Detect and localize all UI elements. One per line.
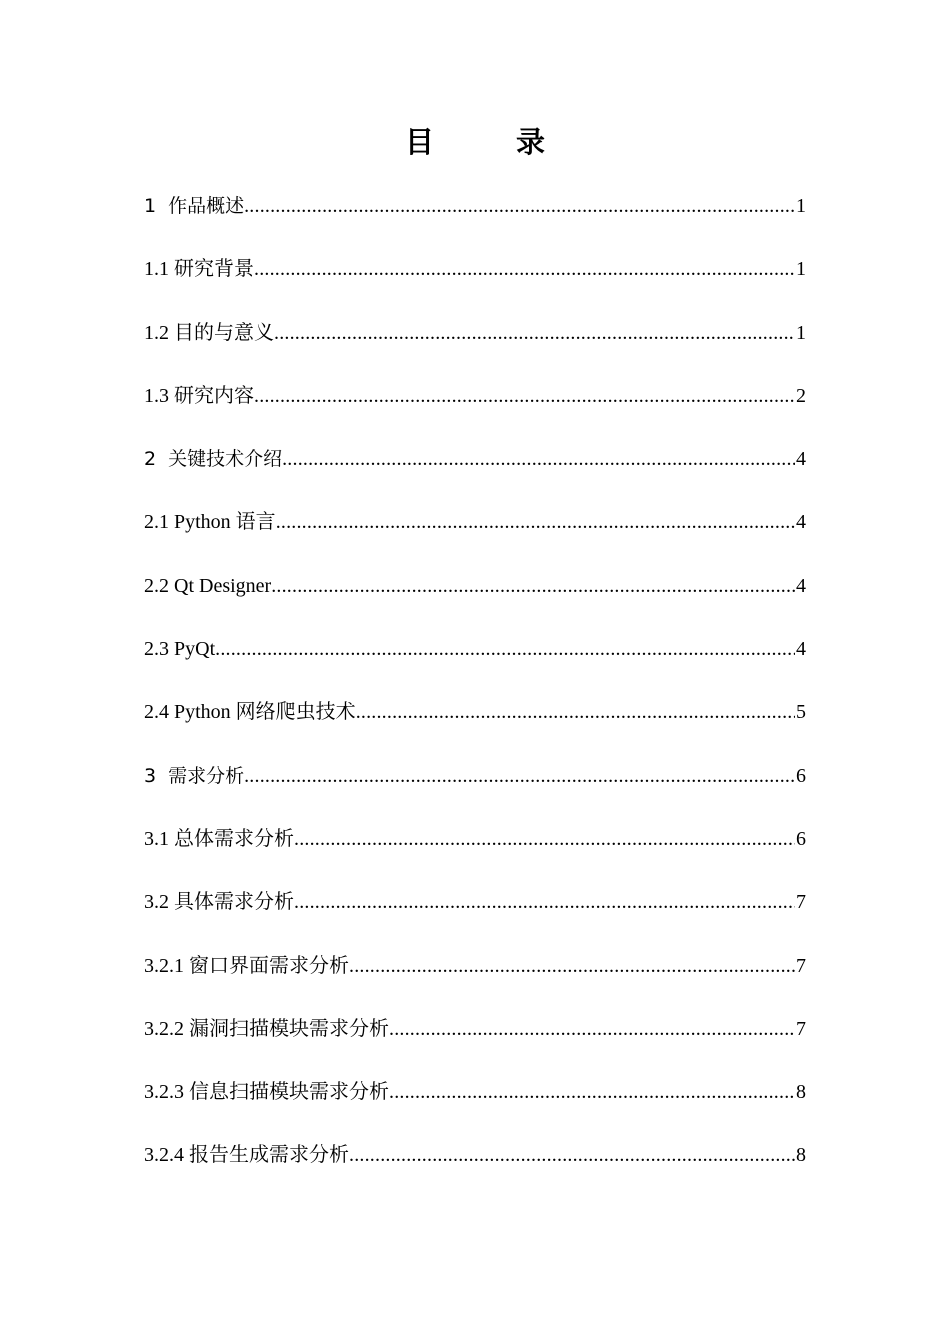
toc-entry-page: 8	[796, 1081, 806, 1104]
dot-leader	[215, 630, 795, 668]
toc-entry-text: Qt Designer	[174, 574, 272, 597]
toc-entry[interactable]	[144, 693, 806, 756]
toc-entry-number: 3.2.2	[144, 1017, 184, 1040]
dot-leader	[274, 314, 795, 352]
toc-entry[interactable]	[144, 883, 806, 946]
toc-entry-page: 6	[796, 827, 806, 850]
toc-entry[interactable]	[144, 1010, 806, 1073]
toc-entry-number: 3	[144, 764, 157, 787]
toc-entry-number: 1	[144, 195, 157, 217]
toc-entry[interactable]	[144, 314, 806, 377]
toc-entry-number: 2.3	[144, 638, 169, 661]
toc-entry-number: 1.1	[144, 258, 169, 281]
toc-entry-text: 总体需求分析	[174, 827, 294, 850]
toc-entry[interactable]	[144, 440, 806, 503]
toc-entry-page: 1	[796, 258, 806, 281]
toc-entry-text: 窗口界面需求分析	[189, 954, 349, 977]
toc-entry-page: 6	[796, 764, 806, 787]
dot-leader	[271, 567, 795, 605]
toc-entry-number: 3.1	[144, 827, 169, 850]
dot-leader	[389, 1010, 795, 1048]
toc-entry-text: PyQt	[174, 638, 216, 661]
toc-entry-page: 4	[796, 638, 806, 661]
toc-entry-text: Python 语言	[174, 511, 276, 534]
toc-entry-page: 7	[796, 891, 806, 914]
toc-entry[interactable]	[144, 1073, 806, 1136]
toc-entry-page: 4	[796, 511, 806, 534]
dot-leader	[254, 377, 795, 415]
dot-leader	[254, 250, 795, 288]
toc-entry-page: 5	[796, 701, 806, 724]
toc-entry[interactable]	[144, 187, 806, 250]
dot-leader	[349, 1136, 795, 1174]
toc-entry-page: 7	[796, 954, 806, 977]
toc-entry[interactable]	[144, 250, 806, 313]
toc-entry-text: 作品概述	[168, 195, 245, 217]
toc-entry[interactable]	[144, 1136, 806, 1199]
toc-entry-text: 报告生成需求分析	[189, 1144, 349, 1167]
toc-entry-page: 1	[796, 321, 806, 344]
toc-entry-number: 2.1	[144, 511, 169, 534]
table-of-contents	[144, 187, 806, 1200]
toc-entry-number: 2.4	[144, 701, 169, 724]
dot-leader	[294, 883, 795, 921]
dot-leader	[244, 757, 795, 795]
dot-leader	[294, 820, 795, 858]
toc-entry-number: 3.2.4	[144, 1144, 184, 1167]
toc-entry[interactable]	[144, 947, 806, 1010]
toc-entry-page: 4	[796, 574, 806, 597]
toc-entry-text: Python 网络爬虫技术	[174, 701, 356, 724]
toc-entry-page: 7	[796, 1017, 806, 1040]
toc-entry[interactable]	[144, 377, 806, 440]
toc-entry-text: 具体需求分析	[174, 891, 294, 914]
toc-entry-text: 信息扫描模块需求分析	[189, 1081, 389, 1104]
dot-leader	[276, 503, 795, 541]
toc-entry-number: 3.2.3	[144, 1081, 184, 1104]
toc-entry-page: 8	[796, 1144, 806, 1167]
toc-entry-number: 3.2	[144, 891, 169, 914]
toc-entry[interactable]	[144, 630, 806, 693]
dot-leader	[282, 440, 795, 478]
toc-entry-number: 1.2	[144, 321, 169, 344]
dot-leader	[389, 1073, 795, 1111]
toc-entry-page: 4	[796, 448, 806, 471]
toc-entry-text: 研究背景	[174, 258, 254, 281]
toc-entry-number: 2.2	[144, 574, 169, 597]
dot-leader	[356, 693, 795, 731]
toc-entry[interactable]	[144, 567, 806, 630]
toc-entry-text: 研究内容	[174, 384, 254, 407]
toc-entry-text: 目的与意义	[174, 321, 274, 344]
toc-entry-text: 关键技术介绍	[168, 448, 283, 471]
toc-entry-text: 需求分析	[168, 764, 245, 787]
toc-entry-page: 2	[796, 384, 806, 407]
toc-title: 目 录	[404, 125, 582, 159]
toc-entry[interactable]	[144, 820, 806, 883]
toc-entry-page: 1	[796, 195, 806, 217]
dot-leader	[349, 947, 795, 985]
dot-leader	[244, 187, 795, 225]
toc-entry-text: 漏洞扫描模块需求分析	[189, 1017, 389, 1040]
toc-entry[interactable]	[144, 757, 806, 820]
toc-entry-number: 1.3	[144, 384, 169, 407]
toc-entry[interactable]	[144, 503, 806, 566]
toc-entry-number: 3.2.1	[144, 954, 184, 977]
toc-entry-number: 2	[144, 448, 157, 471]
